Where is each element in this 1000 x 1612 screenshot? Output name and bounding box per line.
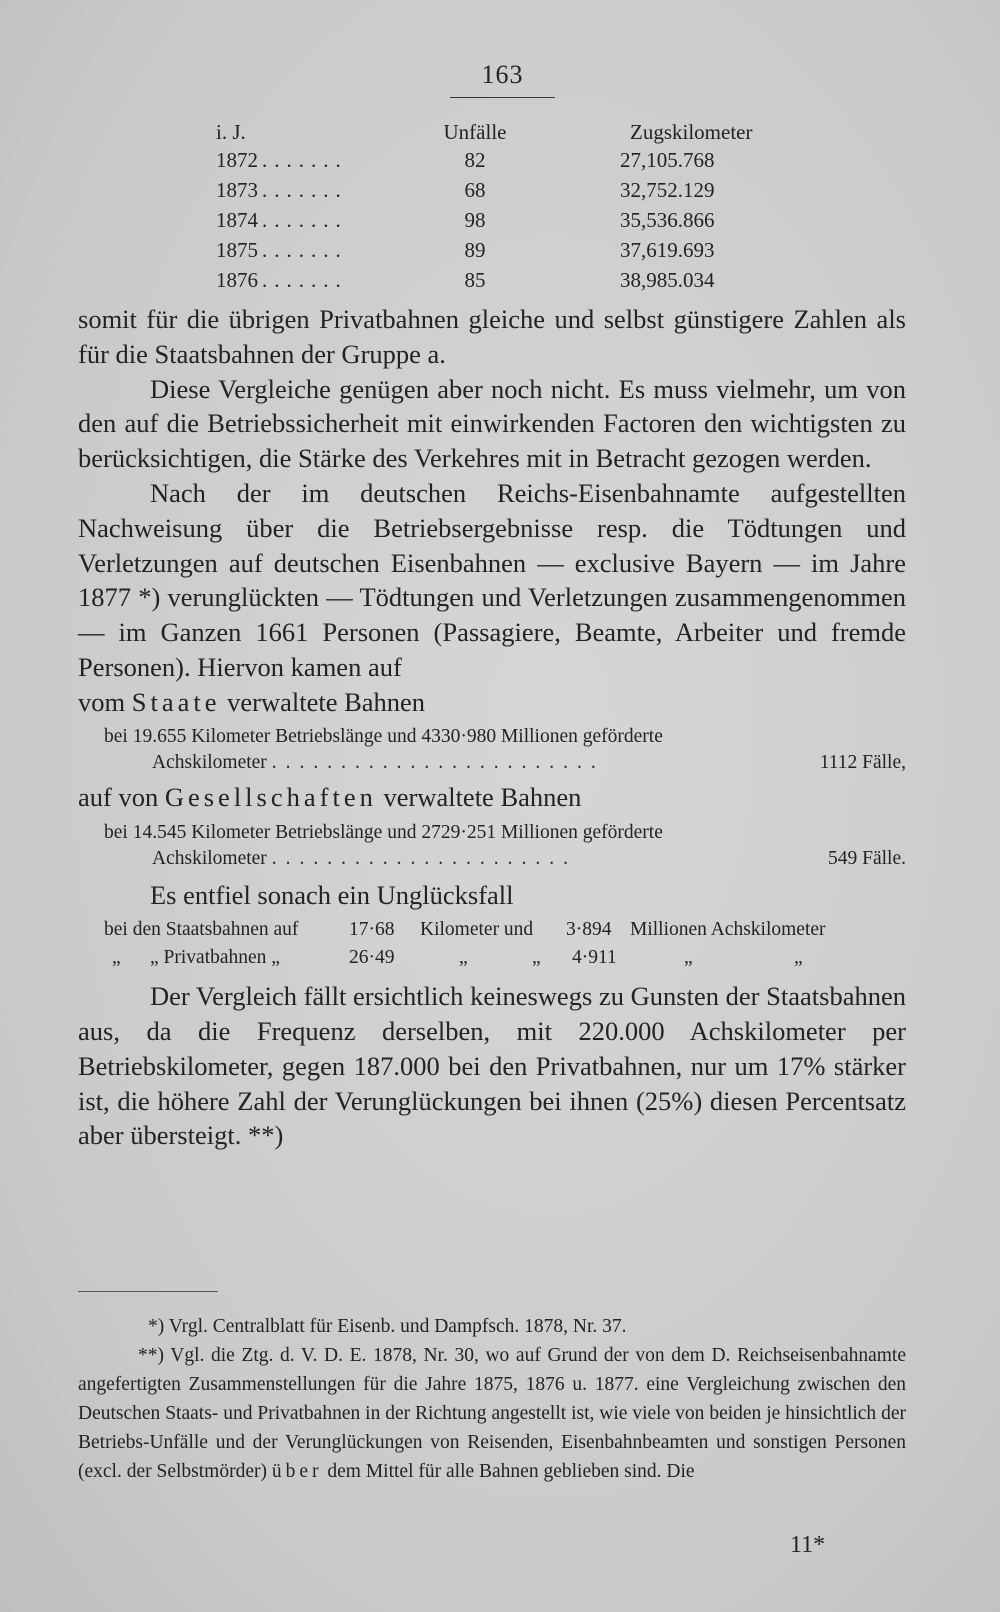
leader-dots: .......	[262, 238, 348, 262]
table-row	[210, 238, 770, 268]
leader-dots: .......	[262, 178, 348, 202]
header-accidents: Unfälle	[443, 120, 507, 144]
paragraph-continuation: somit für die übrigen Privatbahnen gleiche und selbst günstigere Zahlen als für die Staatsbahnen der Gruppe a.	[78, 304, 906, 369]
footnote-2: **) Vgl. die Ztg. d. V. D. E. 1878, Nr. 30, wo auf Grund der von dem D. Reichseisenbahnamte angefertigten Zusammenstellungen für die Jahre 1875, 1876 u. 1877. eine Vergleichung zwischen den Deutschen Staats- und Privatbahnen in der Richtung angestellt ist, wie viele von beiden je hinsichtlich der Betriebs-Unfälle und der Verunglückungen von Reisenden, Eisenbahnbeamten und sonstigen Personen (excl. der Selbstmörder) über dem Mittel für alle Bahnen geblieben sind. Die	[78, 1345, 906, 1482]
page-number-rule	[450, 97, 555, 98]
entry-label: Achskilometer	[152, 848, 267, 870]
ratio-row-private: „ „ Privatbahnen „ 26·49 „ „ 4·911 „ „	[112, 947, 803, 969]
spaced-word: über	[271, 1461, 323, 1482]
accident-table	[210, 120, 770, 298]
row-train-km: 35,536.866	[620, 208, 715, 232]
row-train-km: 32,752.129	[620, 178, 715, 202]
row-accidents: 85	[464, 268, 486, 292]
row-accidents: 82	[464, 148, 486, 172]
entry-label: Achskilometer	[152, 751, 267, 773]
row-year: 1872	[216, 148, 258, 172]
row-year: 1873	[216, 178, 258, 202]
footnote-rule	[78, 1291, 218, 1292]
entry-line: bei 14.545 Kilometer Betriebslänge und 2729·251 Millionen geförderte	[104, 822, 663, 844]
row-year: 1876	[216, 268, 258, 292]
main-text	[78, 302, 906, 1153]
row-year: 1875	[216, 238, 258, 262]
leader-dots: .......	[262, 208, 348, 232]
row-accidents: 98	[464, 208, 486, 232]
table-header	[210, 120, 770, 148]
table-row	[210, 148, 770, 178]
entry-line: bei 19.655 Kilometer Betriebslänge und 4330·980 Millionen geförderte	[104, 725, 663, 747]
paragraph: Der Vergleich fällt ersichtlich keineswegs zu Gunsten der Staatsbahnen aus, da die Frequenz derselben, mit 220.000 Achskilometer per Betriebskilometer, gegen 187.000 bei den Privatbahnen, nur um 17% stärker ist, die höhere Zahl der Verunglückungen bei ihnen (25%) diesen Percentsatz aber übersteigt. **)	[78, 981, 906, 1151]
row-train-km: 38,985.034	[620, 268, 715, 292]
paragraph: Es entfiel sonach ein Unglücksfall	[150, 880, 514, 911]
signature-mark: 11*	[790, 1532, 826, 1558]
table-row	[210, 208, 770, 238]
table-row	[210, 178, 770, 208]
header-train-km: Zugskilometer	[630, 120, 753, 144]
paragraph: Nach der im deutschen Reichs-Eisenbahnamte aufgestellten Nachweisung über die Betriebsergebnisse resp. die Tödtungen und Verletzungen auf deutschen Eisenbahnen — exclusive Bayern — im Jahre 1877 *) verunglückten — Tödtungen und Verletzungen zusammengenommen — im Ganzen 1661 Personen (Passagiere, Beamte, Arbeiter und fremde Personen). Hiervon kamen auf	[78, 477, 906, 682]
header-year: i. J.	[216, 120, 246, 144]
page-number: 163	[481, 60, 524, 89]
row-train-km: 37,619.693	[620, 238, 715, 262]
paragraph: Diese Vergleiche genügen aber noch nicht. Es muss vielmehr, um von den auf die Betriebssicherheit mit einwirkenden Factoren den wichtigsten zu berücksichtigen, die Stärke des Verkehres mit in Betracht gezogen werden.	[78, 373, 906, 474]
row-accidents: 89	[464, 238, 486, 262]
entry-value: 1112 Fälle,	[819, 751, 906, 773]
row-accidents: 68	[464, 178, 486, 202]
leader-dots: .......	[262, 268, 348, 292]
private-railways-entry	[104, 820, 906, 872]
spaced-word: Gesellschaften	[164, 781, 377, 812]
private-railways-heading: auf von Gesellschaften verwaltete Bahnen	[78, 781, 582, 812]
row-train-km: 27,105.768	[620, 148, 715, 172]
state-railways-heading: vom Staate verwaltete Bahnen	[78, 686, 426, 717]
spaced-word: Staate	[131, 686, 221, 717]
leader-dots: .......	[262, 148, 348, 172]
entry-value: 549 Fälle.	[828, 848, 906, 870]
footnote-1: *) Vrgl. Centralblatt für Eisenb. und Dampfsch. 1878, Nr. 37.	[148, 1316, 627, 1337]
leader-dots: ......................	[271, 848, 577, 870]
leader-dots: ........................	[271, 751, 605, 773]
state-railways-entry	[104, 724, 906, 776]
row-year: 1874	[216, 208, 258, 232]
table-row	[210, 268, 770, 298]
footnotes	[78, 1312, 906, 1486]
ratio-row-state: bei den Staatsbahnen auf 17·68 Kilometer und 3·894 Millionen Achskilometer	[104, 919, 826, 941]
